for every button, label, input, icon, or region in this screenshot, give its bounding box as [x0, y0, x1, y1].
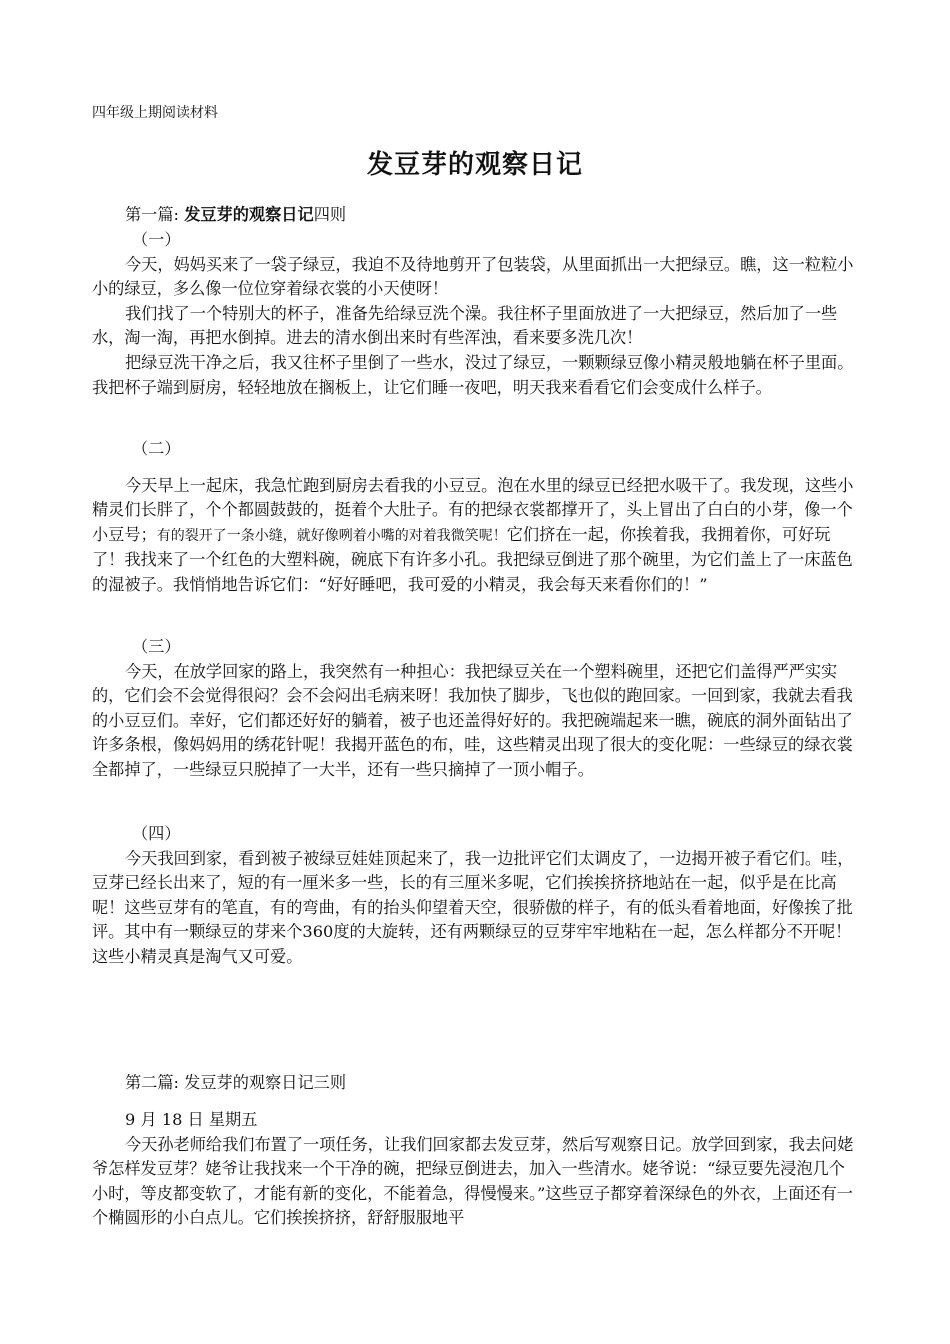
- paragraph: 今天，妈妈买来了一袋子绿豆，我迫不及待地剪开了包装袋，从里面抓出一大把绿豆。瞧，这一粒粒小小的绿豆，多么像一位位穿着绿衣裳的小天使呀！: [92, 254, 854, 299]
- paragraph: 今天，在放学回家的路上，我突然有一种担心：我把绿豆关在一个塑料碗里，还把它们盖得严严实实的，它们会不会觉得很闷？会不会闷出毛病来呀！我加快了脚步，飞也似的跑回家。一回到家，我就去看我的小豆豆们。幸好，它们都还好好的躺着，被子也还盖得好好的。我把碗端起来一瞧，碗底的洞外面钻出了许多条根，像妈妈用的绣花针呢！我揭开蓝色的布，哇，这些精灵出现了很大的变化呢：一些绿豆的绿衣裳全都掉了，一些绿豆只脱掉了一大半，还有一些只摘掉了一顶小帽子。: [92, 661, 853, 779]
- section-1: [92, 228, 858, 400]
- section-heading: （一）: [132, 230, 181, 249]
- section-heading: （四）: [132, 824, 181, 843]
- section-heading: （三）: [132, 637, 181, 656]
- paragraph: 今天我回到家，看到被子被绿豆娃娃顶起来了，我一边批评它们太调皮了，一边揭开被子看它们。哇，豆芽已经长出来了，短的有一厘米多一些，长的有三厘米多呢，它们挨挨挤挤地站在一起，似乎是在比高呢！这些豆芽有的笔直，有的弯曲，有的抬头仰望着天空，很骄傲的样子，有的低头看着地面，好像挨了批评。其中有一颗绿豆的芽来个360度的大旋转，还有两颗绿豆的豆芽牢牢地粘在一起，怎么样都分不开呢！这些小精灵真是淘气又可爱。: [92, 848, 854, 966]
- section-3: [92, 635, 858, 783]
- diary-date: 9 月 18 日 星期五: [125, 1110, 258, 1129]
- document-header: 四年级上期阅读材料: [92, 105, 218, 121]
- paragraph: 今天早上一起床，我急忙跑到厨房去看我的小豆豆。泡在水里的绿豆已经把水吸干了。我发现，这些小精灵们长胖了，个个都圆鼓鼓的，挺着个大肚子。有的把绿衣裳都撑开了，头上冒出了白白的小芽，像一个小豆号；有的裂开了一条小缝，就好像咧着小嘴的对着我微笑呢！它们挤在一起，你挨着我，我拥着你，可好玩了！我找来了一个红色的大塑料碗，碗底下有许多小孔。我把绿豆倒进了那个碗里，为它们盖上了一床蓝色的湿被子。我悄悄地告诉它们：“好好睡吧，我可爱的小精灵，我会每天来看你们的！”: [92, 475, 854, 594]
- part1-label-prefix: 第一篇:: [125, 205, 180, 224]
- paragraph: 把绿豆洗干净之后，我又往杯子里倒了一些水，没过了绿豆，一颗颗绿豆像小精灵般地躺在杯子里面。我把杯子端到厨房，轻轻地放在搁板上，让它们睡一夜吧，明天我来看看它们会变成什么样子。: [92, 352, 854, 397]
- document-title: 发豆芽的观察日记: [366, 150, 583, 180]
- paragraph: 我们找了一个特别大的杯子，准备先给绿豆洗个澡。我往杯子里面放进了一大把绿豆，然后加了一些水，淘一淘，再把水倒掉。进去的清水倒出来时有些浑浊，看来要多洗几次！: [92, 303, 838, 348]
- section-4: [92, 822, 858, 970]
- part2-heading: [92, 1071, 858, 1096]
- section-2: [92, 437, 858, 598]
- part2-label: 第二篇: 发豆芽的观察日记三则: [125, 1073, 347, 1092]
- section-heading: （二）: [132, 439, 181, 458]
- part2-body: [92, 1108, 858, 1231]
- part1-heading: [92, 203, 858, 228]
- paragraph: 今天孙老师给我们布置了一项任务，让我们回家都去发豆芽，然后写观察日记。放学回到家，我去问姥爷怎样发豆芽？姥爷让我找来一个干净的碗，把绿豆倒进去，加入一些清水。姥爷说：“绿豆要先浸泡几个小时，等皮都变软了，才能有新的变化，不能着急，得慢慢来。”这些豆子都穿着深绿色的外衣，上面还有一个椭圆形的小白点儿。它们挨挨挤挤，舒舒服服地平: [92, 1134, 854, 1228]
- part1-label-bold: 发豆芽的观察日记: [184, 205, 314, 224]
- part1-label-suffix: 四则: [313, 205, 347, 224]
